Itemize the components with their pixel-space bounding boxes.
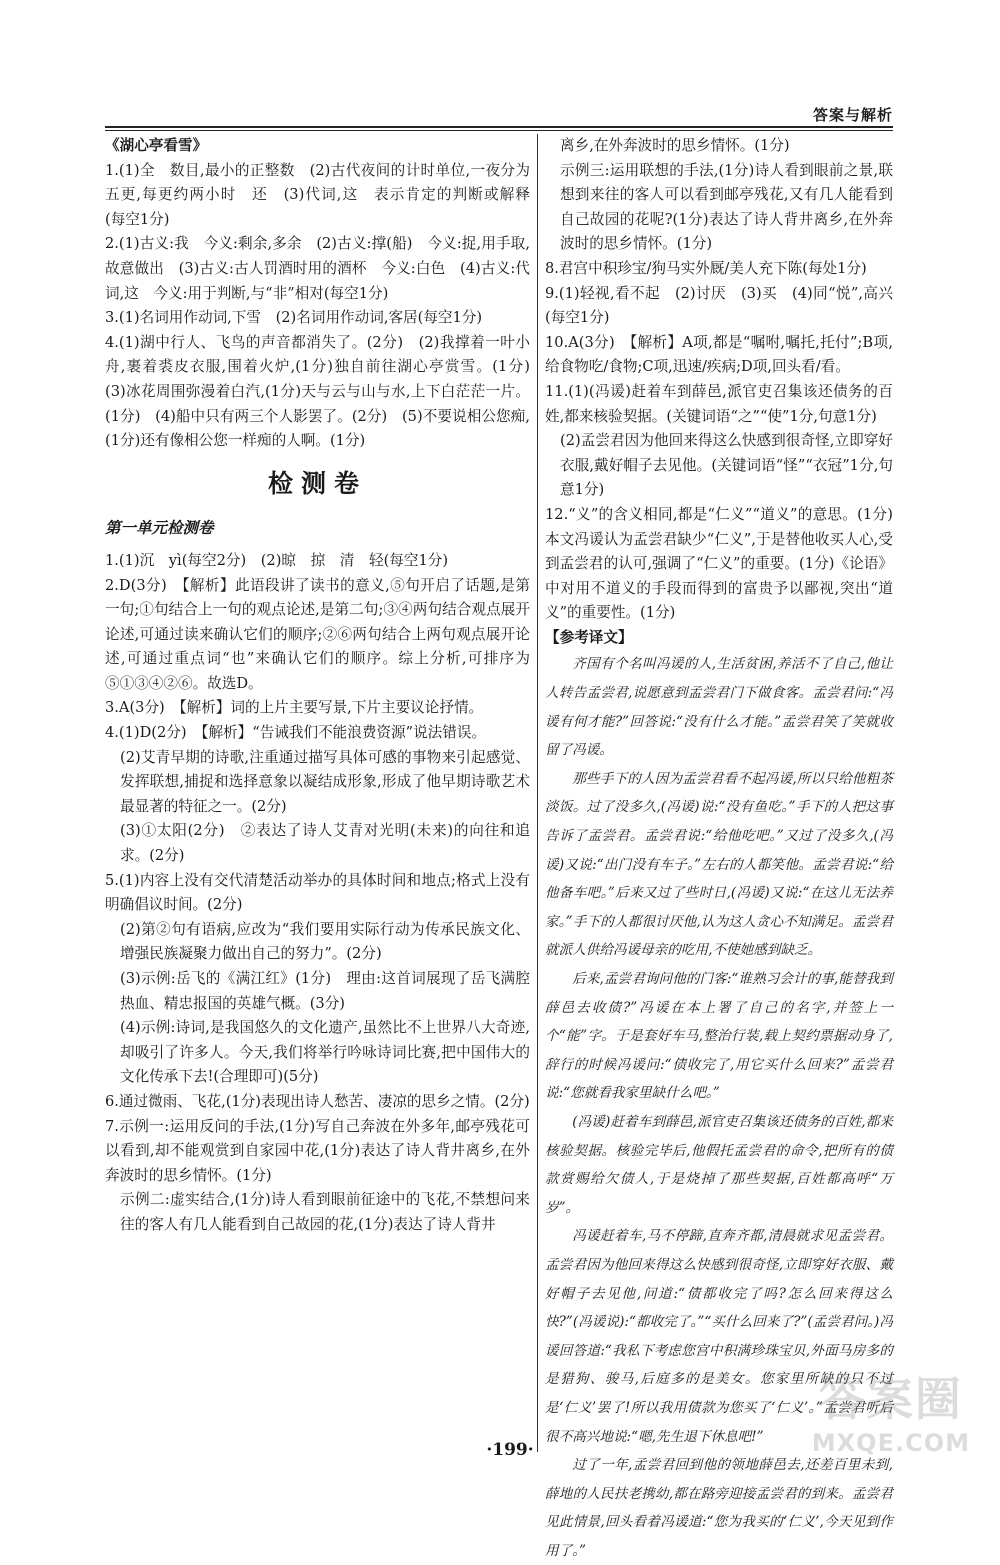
column-divider xyxy=(537,134,538,1452)
answer-item: 5.(1)内容上没有交代清楚活动举办的具体时间和地点;格式上没有明确倡议时间。(2分) xyxy=(105,871,530,914)
answer-item: 示例二:虚实结合,(1分)诗人看到眼前征途中的飞花,不禁想问来往的客人有几人能看到自己故园的花,(1分)表达了诗人背井 xyxy=(120,1191,530,1233)
header-rule xyxy=(105,126,893,131)
left-column xyxy=(105,134,545,1238)
answer-item: (3)①太阳(2分) ②表达了诗人艾青对光明(未来)的向往和追求。(2分) xyxy=(120,822,530,865)
answer-item: 11.(1)(冯谖)赶着车到薛邑,派官吏召集该还债务的百姓,都来核验契据。(关键词语“之”“使”1分,句意1分) xyxy=(545,382,893,425)
answer-item: 1.(1)全 数目,最小的正整数 (2)古代夜间的计时单位,一夜分为五更,每更约两小时 还 (3)代词,这 表示肯定的判断或解释 (每空1分) xyxy=(105,161,545,228)
answer-item: (2)艾青早期的诗歌,注重通过描写具体可感的事物来引起感觉、发挥联想,捕捉和选择意象以凝结成形象,形成了他早期诗歌艺术最显著的特征之一。(2分) xyxy=(120,748,530,815)
answer-item: 2.(1)古义:我 今义:剩余,多余 (2)古义:撑(船) 今义:捉,用手取,故意做出 (3)古义:古人罚酒时用的酒杯 今义:白色 (4)古义:代词,这 今义:用于判断,与“非”相对(每空1分) xyxy=(105,235,530,302)
answer-item: 4.(1)D(2分) 【解析】“告诫我们不能浪费资源”说法错误。 xyxy=(105,724,487,742)
answer-item: (2)第②句有语病,应改为“我们要用实际行动为传承民族文化、增强民族凝聚力做出自己的努力”。(2分) xyxy=(120,920,530,963)
watermark-logo xyxy=(812,1363,970,1457)
poem-title: 《湖心亭看雪》 xyxy=(105,137,208,154)
answer-item: 离乡,在外奔波时的思乡情怀。(1分) xyxy=(560,137,790,154)
answer-item: (4)示例:诗词,是我国悠久的文化遗产,虽然比不上世界八大奇迹,却吸引了许多人。今天,我们将举行吟咏诗词比赛,把中国伟大的文化传承下去!(合理即可)(5分) xyxy=(120,1019,530,1086)
answer-item: 示例三:运用联想的手法,(1分)诗人看到眼前之景,联想到来往的客人可以看到邮亭残花,又有几人能看到自己故园的花呢?(1分)表达了诗人背井离乡,在外奔波时的思乡情怀。(1分) xyxy=(560,161,893,253)
poem-answers xyxy=(105,159,545,454)
right-column xyxy=(545,134,893,1565)
section-title: 检测卷 xyxy=(267,468,367,498)
answer-item: 7.示例一:运用反问的手法,(1分)写自己奔波在外多年,邮亭残花可以看到,却不能观赏到自家园中花,(1分)表达了诗人背井离乡,在外奔波时的思乡情怀。(1分) xyxy=(105,1117,530,1184)
translation-paragraph: 齐国有个名叫冯谖的人,生活贫困,养活不了自己,他让人转告孟尝君,说愿意到孟尝君门下做食客。孟尝君问:“冯谖有何才能?”回答说:“没有什么才能。”孟尝君笑了笑就收留了冯谖。 xyxy=(545,656,893,759)
translation-paragraph: 冯谖赶着车,马不停蹄,直奔齐都,清晨就求见孟尝君。孟尝君因为他回来得这么快感到很奇怪,立即穿好衣服、戴好帽子去见他,问道:“债都收完了吗?怎么回来得这么快?”(冯谖说):“都收完了。”“买什么回来了?”(孟尝君问。)冯谖回答道:“我私下考虑您宫中积满珍珠宝贝,外面马房多的是猎狗、骏马,后庭多的是美女。您家里所缺的只不过是‘仁义’罢了!所以我用债款为您买了‘仁义’。”孟尝君听后很不高兴地说:“嗯,先生退下休息吧!” xyxy=(545,1228,893,1445)
answer-item: 10.A(3分) 【解析】A项,都是“嘱咐,嘱托,托付”;B项,给食物吃/食物;C项,迅速/疾病;D项,回头看/看。 xyxy=(545,333,893,376)
answer-item: 2.D(3分) 【解析】此语段讲了读书的意义,⑤句开启了话题,是第一句;①句结合上一句的观点论述,是第二句;③④两句结合观点展开论述,可通过读来确认它们的顺序;②⑥两句结合上两句观点展开论述,可通过重点词“也”来确认它们的顺序。综上分析,可排序为⑤①③④②⑥。故选D。 xyxy=(105,576,530,692)
answer-item: 6.通过微雨、飞花,(1分)表现出诗人愁苦、凄凉的思乡之情。(2分) xyxy=(105,1092,530,1110)
answer-item: 3.A(3分) 【解析】词的上片主要写景,下片主要议论抒情。 xyxy=(105,699,484,717)
answer-item: 9.(1)轻视,看不起 (2)讨厌 (3)买 (4)同“悦”,高兴(每空1分) xyxy=(545,284,893,327)
watermark-text: 答案圈 xyxy=(818,1372,963,1426)
translation-paragraph: (冯谖)赶着车到薛邑,派官吏召集该还债务的百姓,都来核验契据。核验完毕后,他假托孟尝君的命令,把所有的债款赏赐给欠债人,于是烧掉了那些契据,百姓都高呼“万岁”。 xyxy=(545,1113,893,1216)
answer-item: 1.(1)沉 yì(每空2分) (2)晾 掠 清 轻(每空1分) xyxy=(105,551,449,569)
translation-paragraph: 后来,孟尝君询问他的门客:“谁熟习会计的事,能替我到薛邑去收债?”冯谖在本上署了自己的名字,并签上一个“能”字。于是套好车马,整治行装,载上契约票据动身了,辞行的时候冯谖问:“债收完了,用它买什么回来?”孟尝君说:“您就看我家里缺什么吧。” xyxy=(545,971,893,1102)
right-answers xyxy=(545,134,893,626)
page-header: 答案与解析 xyxy=(812,106,893,124)
answer-item: 12.“义”的含义相同,都是“仁义”“道义”的意思。(1分)本文冯谖认为孟尝君缺少“仁义”,于是替他收买人心,受到孟尝君的认可,强调了“仁义”的重要。(1分)《论语》中对用不道义的手段而得到的富贵予以鄙视,突出“道义”的重要性。(1分) xyxy=(545,505,893,622)
unit-answers xyxy=(105,549,530,1238)
answer-item: 3.(1)名词用作动词,下雪 (2)名词用作动词,客居(每空1分) xyxy=(105,309,483,327)
unit-title: 第一单元检测卷 xyxy=(105,519,214,538)
page-number: ·199· xyxy=(486,1440,534,1460)
answer-item: 4.(1)湖中行人、飞鸟的声音都消失了。(2分) (2)我撑着一叶小舟,裹着裘皮衣服,围着火炉,(1分)独自前往湖心亭赏雪。(1分) (3)冰花周围弥漫着白汽,(1分)天与云与山与水,上下白茫茫一片。(1分) (4)船中只有两三个人影罢了。(2分) (5)不要说相公您痴,(1分)还有像相公您一样痴的人啊。(1分) xyxy=(105,333,545,450)
watermark-url: MXQE.COM xyxy=(811,1429,970,1457)
translation-paragraph: 过了一年,孟尝君回到他的领地薛邑去,还差百里未到,薛地的人民扶老携幼,都在路旁迎接孟尝君的到来。孟尝君见此情景,回头看着冯谖道:“您为我买的‘仁义’,今天见到作用了。” xyxy=(545,1457,893,1559)
answer-item: 8.君宫中积珍宝/狗马实外厩/美人充下陈(每处1分) xyxy=(545,259,867,277)
reference-translation-title: 【参考译文】 xyxy=(545,628,633,646)
answer-item: (2)孟尝君因为他回来得这么快感到很奇怪,立即穿好衣服,戴好帽子去见他。(关键词语“怪”“衣冠”1分,句意1分) xyxy=(560,432,893,499)
translation-paragraph: 那些手下的人因为孟尝君看不起冯谖,所以只给他粗茶淡饭。过了没多久,(冯谖)说:“没有鱼吃。”手下的人把这事告诉了孟尝君。孟尝君说:“给他吃吧。”又过了没多久,(冯谖)又说:“出门没有车子。”左右的人都笑他。孟尝君说:“给他备车吧。”后来又过了些时日,(冯谖)又说:“在这儿无法养家。”手下的人都很讨厌他,认为这人贪心不知满足。孟尝君就派人供给冯谖母亲的吃用,不使她感到缺乏。 xyxy=(545,770,893,959)
answer-item: (3)示例:岳飞的《满江红》(1分) 理由:这首词展现了岳飞满腔热血、精忠报国的英雄气概。(3分) xyxy=(120,970,530,1012)
